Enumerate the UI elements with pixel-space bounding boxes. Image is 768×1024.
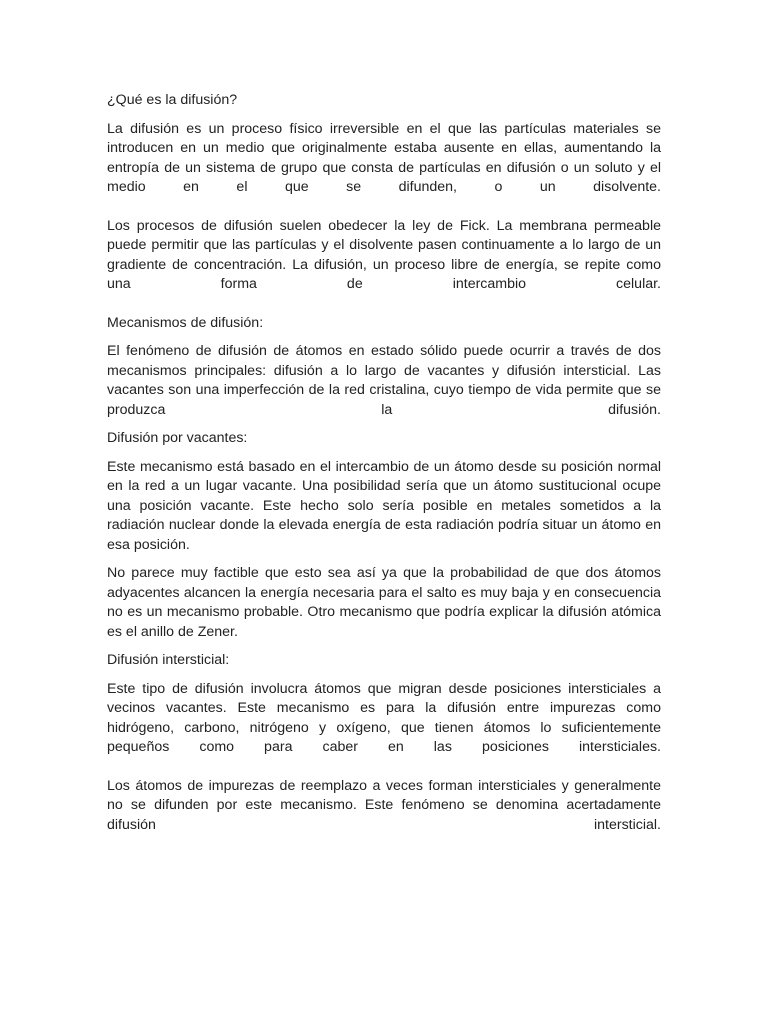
paragraph-intersticial-1: Este tipo de difusión involucra átomos que migran desde posiciones intersticiales a vecinos vacantes. Este mecanismo es para la difusión entre impurezas como hidrógeno, carbono, nitrógeno y oxígeno, que tienen átomos lo suficientemente pequeños como para caber en las posiciones intersticiales. — [107, 680, 661, 755]
paragraph-mecanismos: El fenómeno de difusión de átomos en estado sólido puede ocurrir a través de dos mecanismos principales: difusión a lo largo de vacantes y difusión intersticial. Las vacantes son una imperfección de la red cristalina, cuyo tiempo de vida permite que se produzca la difusión. — [107, 343, 661, 418]
section-heading-intersticial: Difusión intersticial: — [107, 652, 230, 668]
paragraph-vacantes-1: Este mecanismo está basado en el intercambio de un átomo desde su posición normal en la red a un lugar vacante. Una posibilidad sería que un átomo sustitucional ocupe una posición vacante. Este hecho solo sería posible en metales sometidos a la radiación nuclear donde la elevada energía de esta radiación podría situar un átomo en esa posición. — [107, 458, 661, 553]
section-heading-que-es-difusion: ¿Qué es la difusión? — [107, 92, 238, 108]
paragraph-vacantes-2: No parece muy factible que esto sea así ya que la probabilidad de que dos átomos adyacentes alcancen la energía necesaria para el salto es muy baja y en consecuencia no es un mecanismo probable. Otro mecanismo que podría explicar la difusión atómica es el anillo de Zener. — [107, 565, 661, 640]
document-page — [107, 91, 661, 844]
section-heading-mecanismos: Mecanismos de difusión: — [107, 314, 264, 331]
paragraph-definicion: La difusión es un proceso físico irreversible en el que las partículas materiales se introducen en un medio que originalmente estaba ausente en ellas, aumentando la entropía de un sistema de grupo que consta de partículas en difusión o un soluto y el medio en el que se difunden, o un disolvente. — [107, 120, 661, 195]
paragraph-ley-fick: Los procesos de difusión suelen obedecer la ley de Fick. La membrana permeable puede permitir que las partículas y el disolvente pasen continuamente a lo largo de un gradiente de concentración. La difusión, un proceso libre de energía, se repite como una forma de intercambio celular. — [107, 217, 661, 292]
section-heading-vacantes: Difusión por vacantes: — [107, 430, 248, 446]
paragraph-intersticial-2: Los átomos de impurezas de reemplazo a veces forman intersticiales y generalmente no se difunden por este mecanismo. Este fenómeno se denomina acertadamente difusión intersticial. — [107, 777, 661, 833]
